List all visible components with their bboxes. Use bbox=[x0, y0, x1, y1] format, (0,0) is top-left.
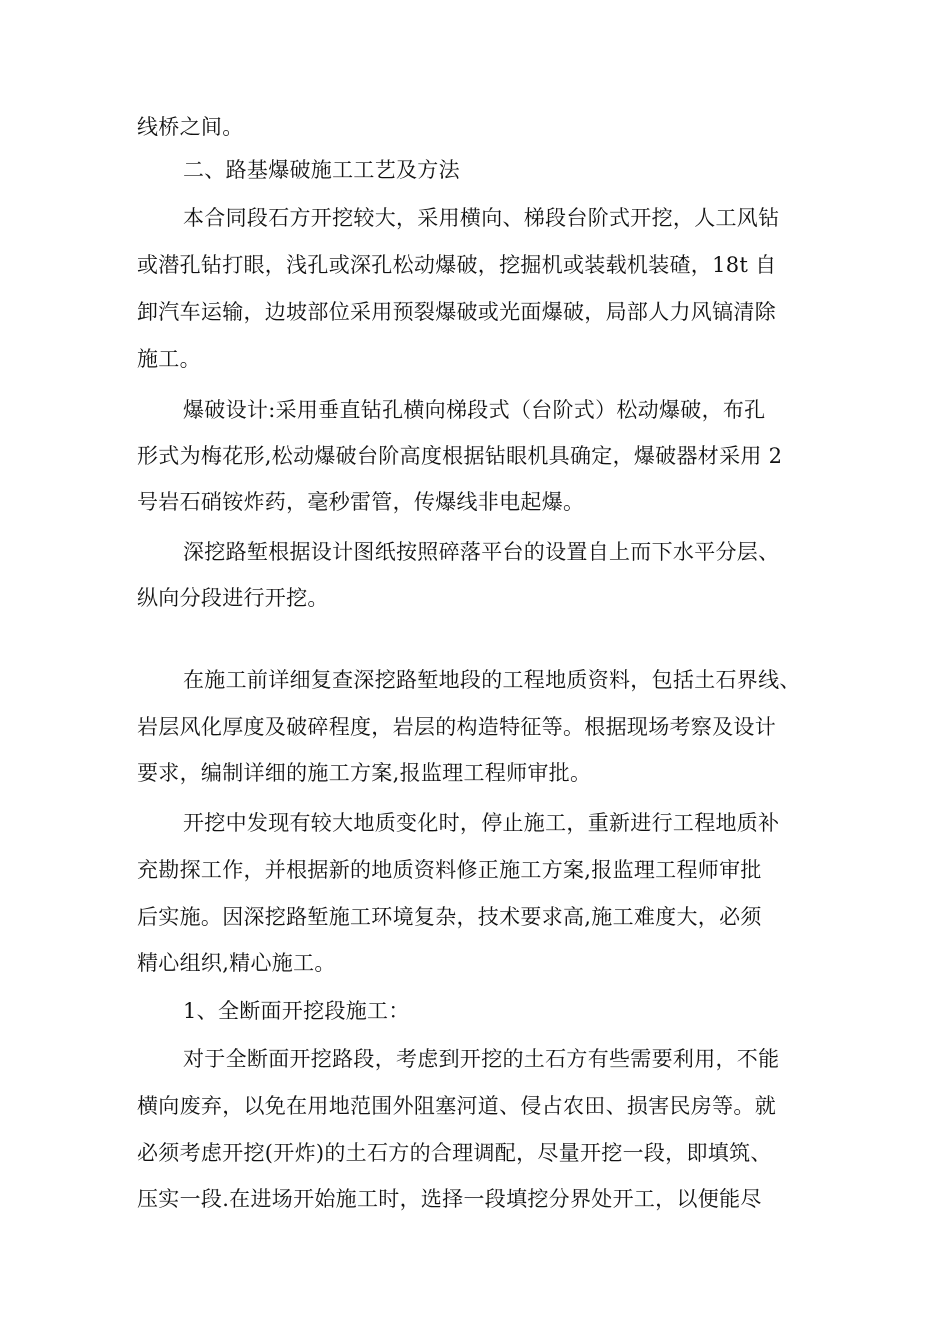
list-item-heading: 1、全断面开挖段施工： bbox=[183, 999, 410, 1023]
text-line: 或潜孔钻打眼，浅孔或深孔松动爆破，挖掘机或装载机装碴，18t 自 bbox=[137, 253, 777, 277]
text-line: 本合同段石方开挖较大，采用横向、梯段台阶式开挖，人工风钻 bbox=[183, 206, 780, 230]
text-line: 必须考虑开挖(开炸)的土石方的合理调配，尽量开挖一段，即填筑、 bbox=[137, 1141, 772, 1165]
text-line: 纵向分段进行开挖。 bbox=[137, 586, 329, 610]
text-line: 后实施。因深挖路堑施工环境复杂，技术要求高,施工难度大，必须 bbox=[137, 905, 762, 929]
text-line: 要求，编制详细的施工方案,报监理工程师审批。 bbox=[137, 761, 592, 785]
text-line: 深挖路堑根据设计图纸按照碎落平台的设置自上而下水平分层、 bbox=[183, 540, 780, 564]
text-line: 形式为梅花形,松动爆破台阶高度根据钻眼机具确定，爆破器材采用 2 bbox=[137, 444, 783, 468]
text-line: 对于全断面开挖路段，考虑到开挖的土石方有些需要利用，不能 bbox=[183, 1047, 780, 1071]
text-line: 开挖中发现有较大地质变化时，停止施工，重新进行工程地质补 bbox=[183, 811, 780, 835]
text-line: 岩层风化厚度及破碎程度，岩层的构造特征等。根据现场考察及设计 bbox=[137, 715, 776, 739]
text-line: 充勘探工作，并根据新的地质资料修正施工方案,报监理工程师审批 bbox=[137, 858, 762, 882]
text-line: 号岩石硝铵炸药，毫秒雷管，传爆线非电起爆。 bbox=[137, 490, 585, 514]
text-line: 横向废弃，以免在用地范围外阻塞河道、侵占农田、损害民房等。就 bbox=[137, 1094, 776, 1118]
text-line: 在施工前详细复查深挖路堑地段的工程地质资料，包括土石界线、 bbox=[183, 668, 801, 692]
text-line: 卸汽车运输，边坡部位采用预裂爆破或光面爆破，局部人力风镐清除 bbox=[137, 300, 776, 324]
text-line: 线桥之间。 bbox=[137, 115, 244, 139]
text-line: 精心组织,精心施工。 bbox=[137, 951, 336, 975]
text-line: 压实一段.在进场开始施工时，选择一段填挖分界处开工，以便能尽 bbox=[137, 1187, 762, 1211]
text-line: 爆破设计:采用垂直钻孔横向梯段式（台阶式）松动爆破，布孔 bbox=[183, 398, 766, 422]
section-heading: 二、路基爆破施工工艺及方法 bbox=[183, 158, 460, 182]
text-line: 施工。 bbox=[137, 347, 201, 371]
